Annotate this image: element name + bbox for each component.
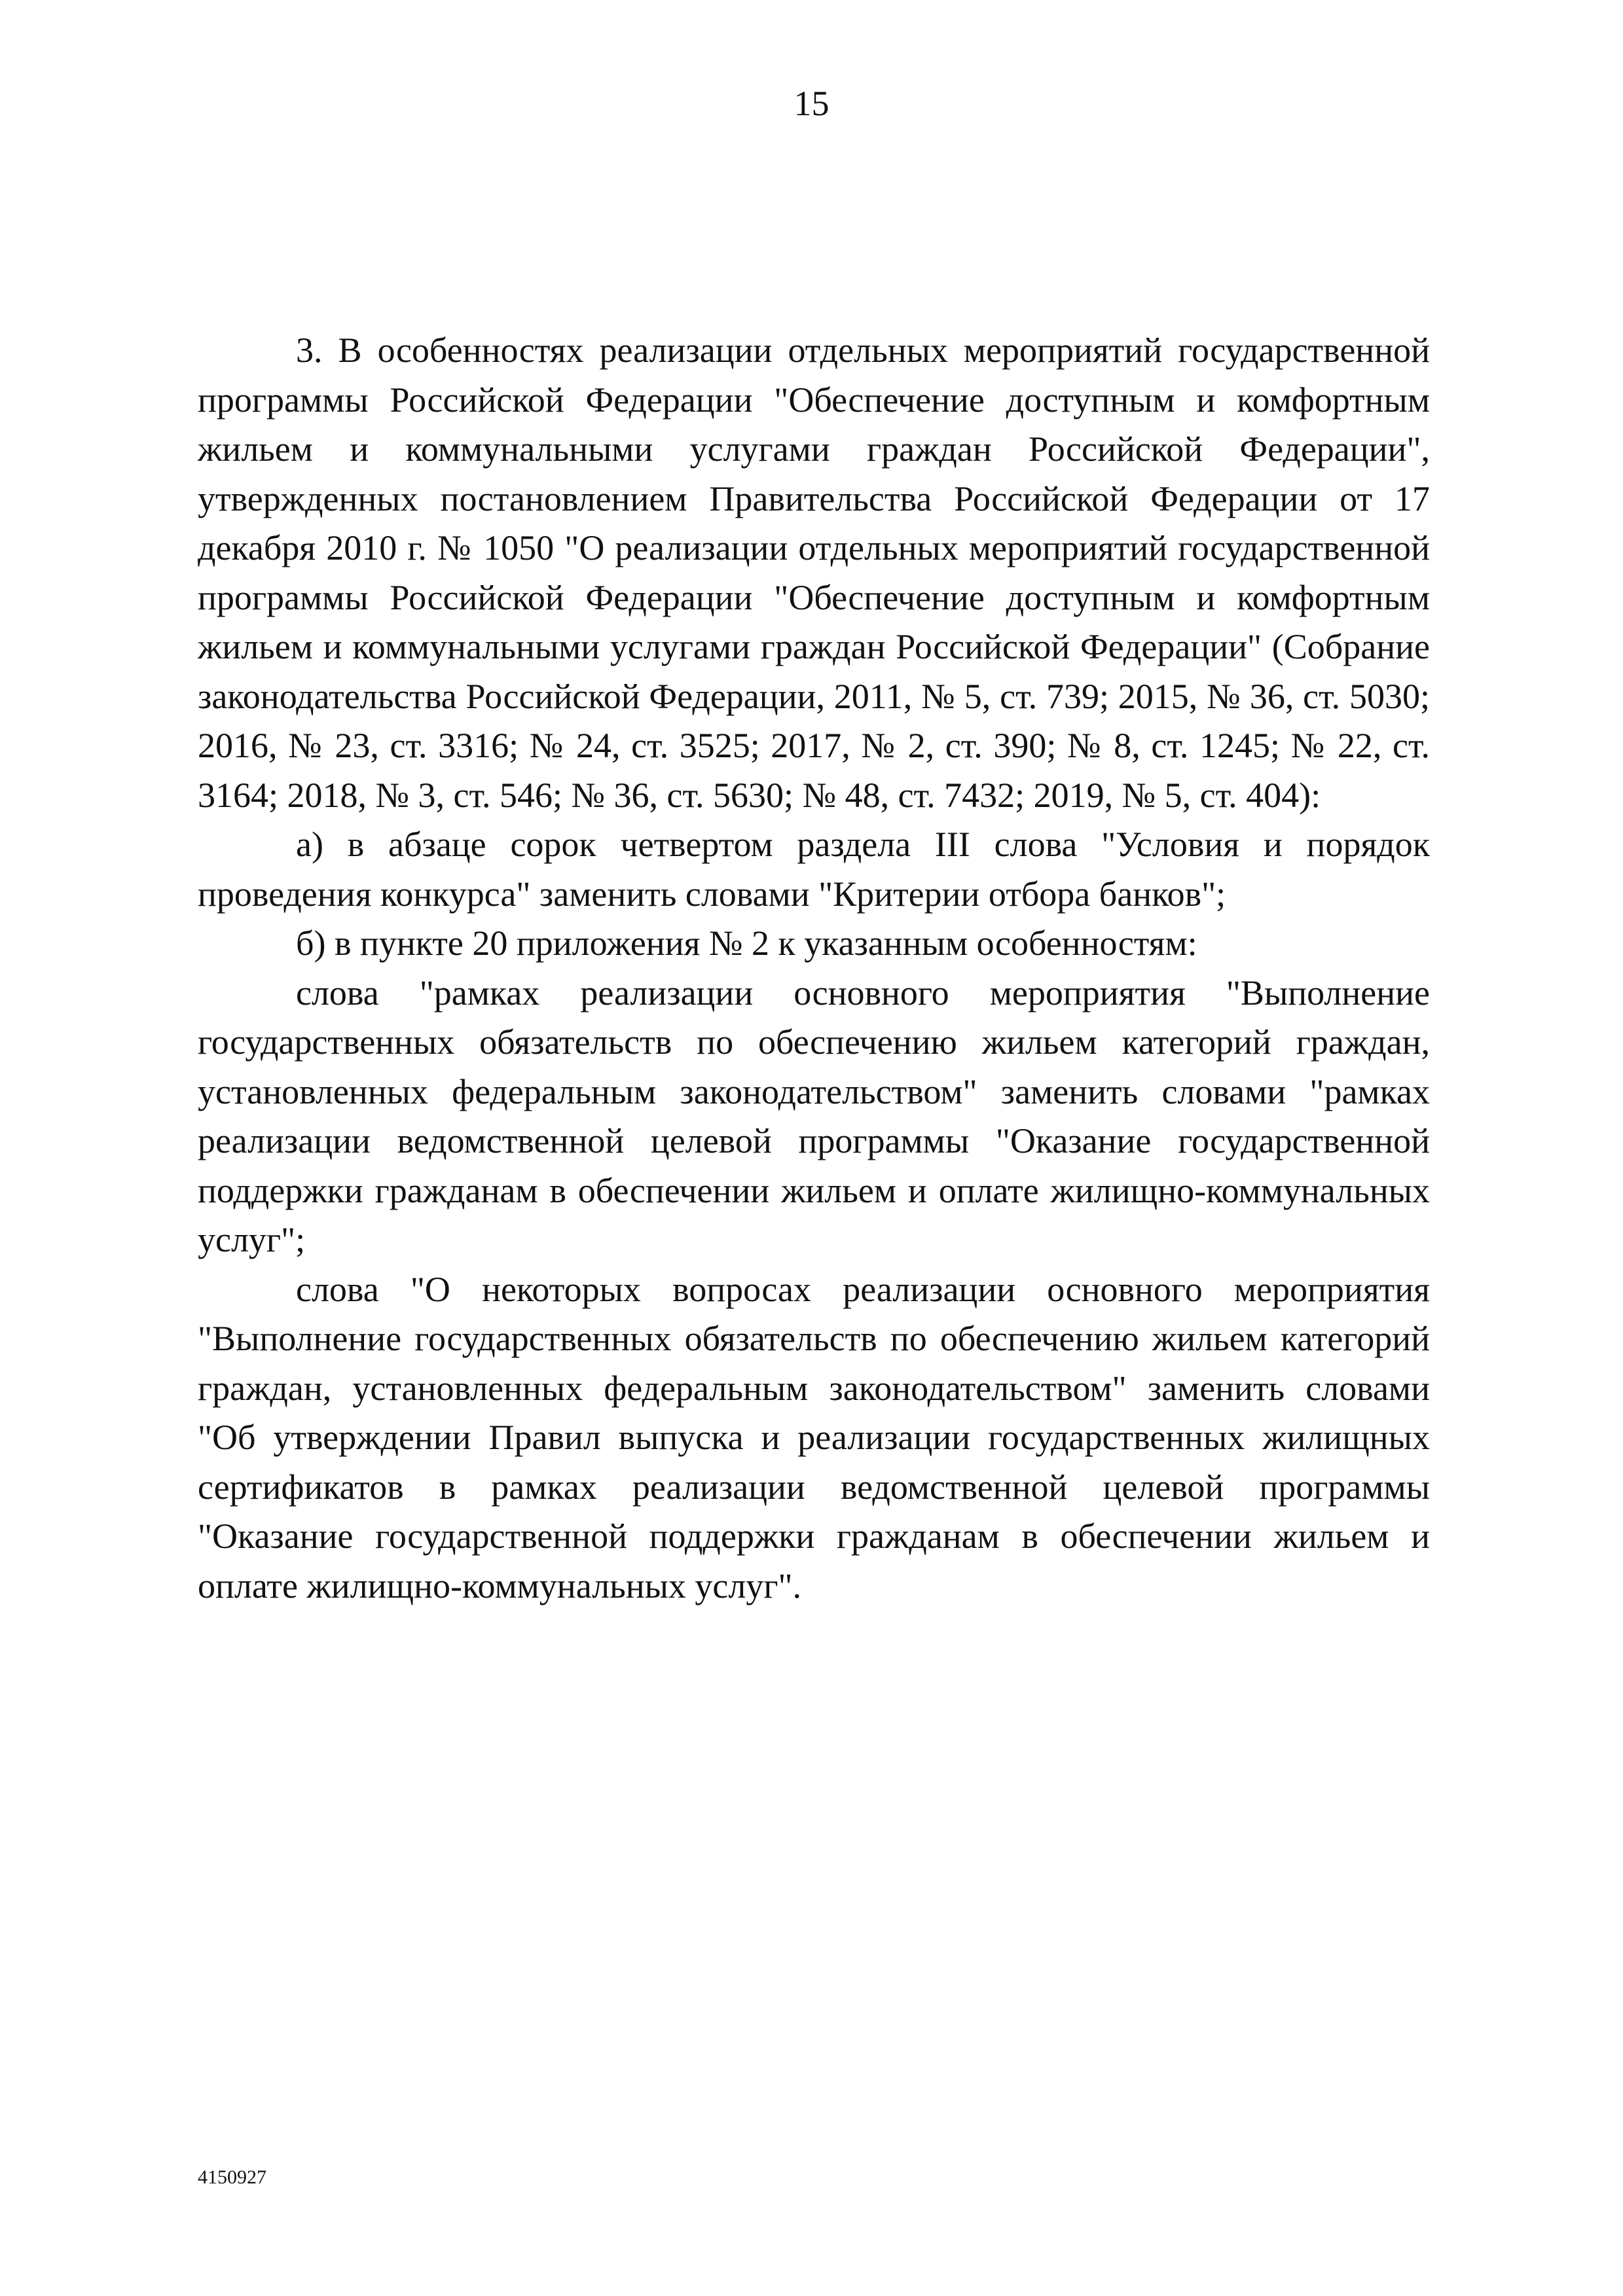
document-body xyxy=(198,326,1430,1611)
paragraph-subitem-a: а) в абзаце сорок четвертом раздела III слова "Условия и порядок проведения конкурса" заменить словами "Критерии отбора банков"; xyxy=(198,825,1430,914)
paragraph-words-replacement-1: слова "рамках реализации основного мероприятия "Выполнение государственных обязательств по обеспечению жильем категорий граждан, установленных федеральным законодательством" заменить словами "рамках реализации ведомственной целевой программы "Оказание государственной поддержки гражданам в обеспечении жильем и оплате жилищно-коммунальных услуг"; xyxy=(198,973,1430,1259)
document-id: 4150927 xyxy=(198,2166,266,2188)
paragraph-words-replacement-2: слова "О некоторых вопросах реализации основного мероприятия "Выполнение государственных обязательств по обеспечению жильем категорий граждан, установленных федеральным законодательством" заменить словами "Об утверждении Правил выпуска и реализации государственных жилищных сертификатов в рамках реализации ведомственной целевой программы "Оказание государственной поддержки гражданам в обеспечении жильем и оплате жилищно-коммунальных услуг". xyxy=(198,1269,1430,1605)
page-number: 15 xyxy=(793,84,830,123)
paragraph-subitem-b: б) в пункте 20 приложения № 2 к указанным особенностям: xyxy=(296,924,1197,963)
paragraph-item-3: 3. В особенностях реализации отдельных мероприятий государственной программы Российской Федерации "Обеспечение доступным и комфортным жильем и коммунальными услугами граждан Российской Федерации", утвержденных постановлением Правительства Российской Федерации от 17 декабря 2010 г. № 1050 "О реализации отдельных мероприятий государственной программы Российской Федерации "Обеспечение доступным и комфортным жильем и коммунальными услугами граждан Российской Федерации" (Собрание законодательства Российской Федерации, 2011, № 5, ст. 739; 2015, № 36, ст. 5030; 2016, № 23, ст. 3316; № 24, ст. 3525; 2017, № 2, ст. 390; № 8, ст. 1245; № 22, ст. 3164; 2018, № 3, ст. 546; № 36, ст. 5630; № 48, ст. 7432; 2019, № 5, ст. 404): xyxy=(198,331,1430,815)
